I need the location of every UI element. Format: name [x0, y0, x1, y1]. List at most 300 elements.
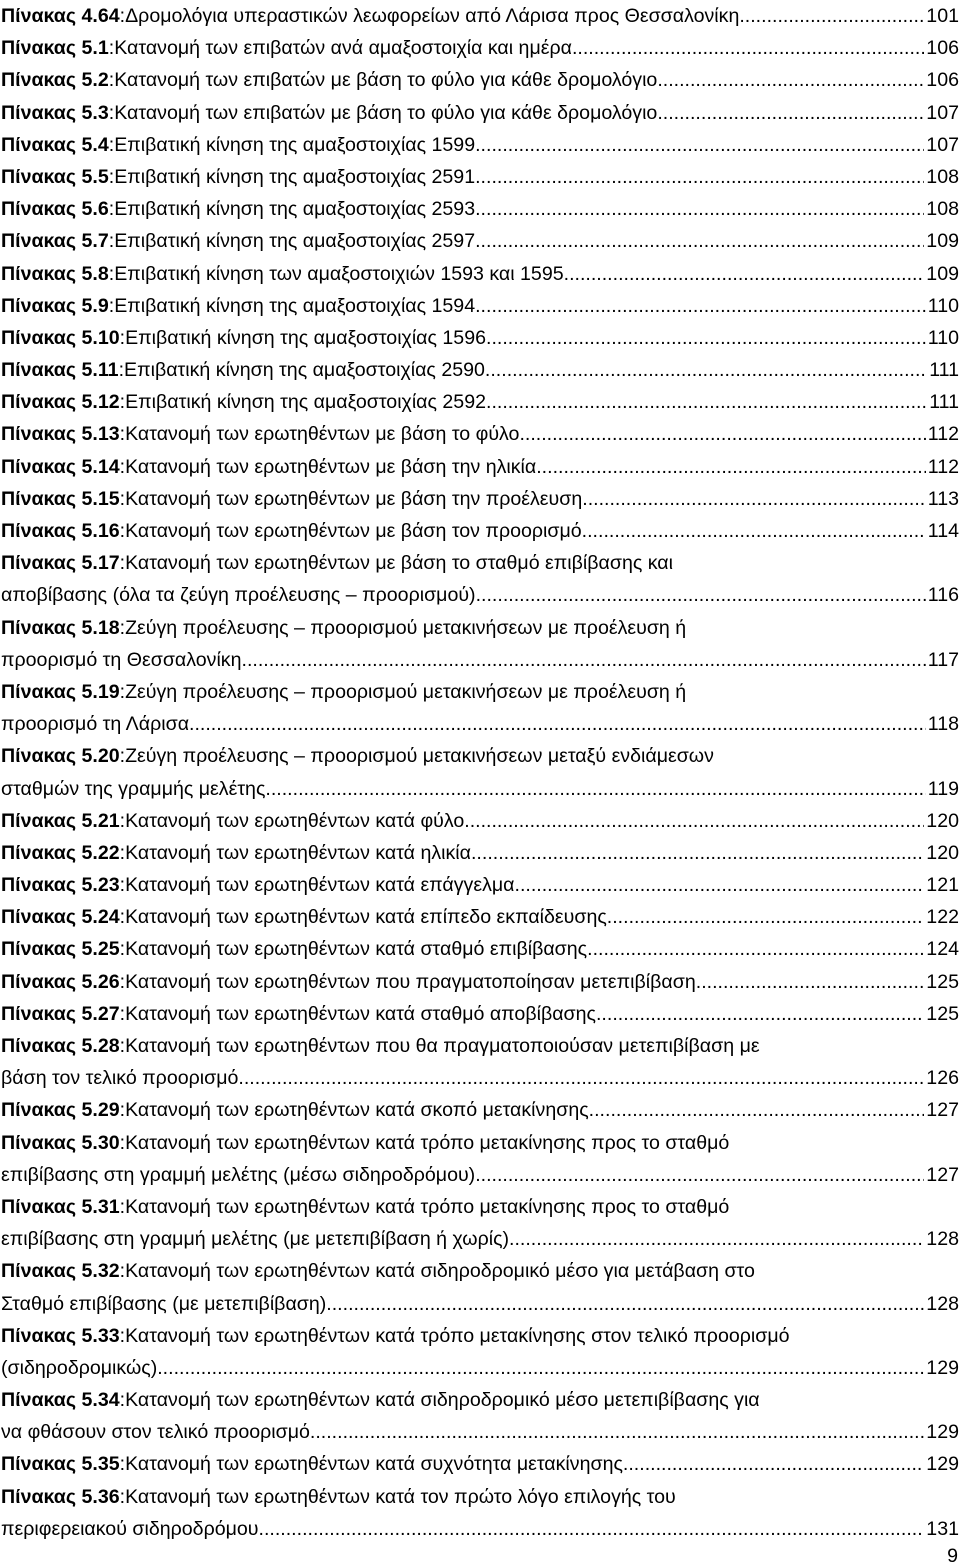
- entry-title-continuation: Σταθμό επιβίβασης (με μετεπιβίβαση): [1, 1292, 327, 1315]
- dot-leader: [464, 805, 924, 837]
- toc-entry[interactable]: [1, 129, 959, 161]
- toc-entry[interactable]: [1, 1191, 959, 1255]
- toc-entry-line: [1, 1448, 959, 1480]
- entry-label: Πίνακας 5.: [1, 423, 98, 446]
- entry-title: :Επιβατική κίνηση των αμαξοστοιχιών 1593 και 1595: [108, 262, 564, 285]
- dot-leader: [657, 64, 924, 96]
- entry-title: :Κατανομή των επιβατών με βάση το φύλο για κάθε δρομολόγιο: [108, 101, 658, 124]
- entry-title-wrap: [120, 0, 925, 32]
- toc-entry[interactable]: [1, 290, 959, 322]
- dot-leader: [623, 1448, 924, 1480]
- toc-entry-line: [1, 837, 959, 869]
- entry-page: 125: [926, 1002, 959, 1025]
- entry-number: 21: [97, 809, 120, 832]
- entry-number: 9: [97, 294, 109, 317]
- entry-title-wrap: [120, 901, 925, 933]
- entry-label: Πίνακας 5.: [1, 1131, 98, 1154]
- toc-entry[interactable]: [1, 1481, 959, 1545]
- toc-entry-line: [1, 258, 959, 290]
- toc-entry-line: [1, 1030, 959, 1062]
- toc-entry-continuation: [1, 708, 959, 740]
- entry-title-continuation: περιφερειακού σιδηροδρόμου: [1, 1517, 259, 1540]
- toc-entry-continuation: [1, 1416, 959, 1448]
- entry-label: Πίνακας 5.: [1, 101, 98, 124]
- entry-label: Πίνακας 5.: [1, 1389, 98, 1412]
- toc-entry-line: [1, 97, 959, 129]
- dot-leader: [189, 708, 926, 740]
- entry-title-wrap: [120, 322, 926, 354]
- dot-leader: [485, 354, 927, 386]
- entry-title-wrap: [120, 837, 925, 869]
- entry-title-wrap: [120, 1448, 925, 1480]
- entry-page: 118: [927, 713, 959, 736]
- entry-page: 112: [927, 455, 959, 478]
- toc-entry-line: [1, 547, 959, 579]
- entry-label: Πίνακας 5.: [1, 487, 98, 510]
- toc-entry-line: [1, 1094, 959, 1126]
- toc-entry[interactable]: [1, 1448, 959, 1480]
- entry-label: Πίνακας 5.: [1, 841, 98, 864]
- entry-page: 121: [926, 874, 959, 897]
- toc-entry-line: [1, 1384, 959, 1416]
- entry-title-wrap: [109, 225, 925, 257]
- entry-number: 32: [97, 1260, 120, 1283]
- entry-title: :Κατανομή των ερωτηθέντων κατά τρόπο μετακίνησης στον τελικό προορισμό: [119, 1324, 790, 1347]
- toc-entry[interactable]: [1, 386, 959, 418]
- entry-title: :Κατανομή των ερωτηθέντων με βάση την ηλικία: [119, 455, 537, 478]
- entry-title-continuation: βάση τον τελικό προορισμό: [1, 1067, 239, 1090]
- toc-entry[interactable]: [1, 933, 959, 965]
- toc-entry[interactable]: [1, 483, 959, 515]
- entry-label: Πίνακας 5.: [1, 1035, 98, 1057]
- entry-number: 17: [97, 552, 120, 575]
- toc-entry[interactable]: [1, 258, 959, 290]
- toc-entry-continuation: [1, 1062, 959, 1094]
- entry-title-continuation: σταθμών της γραμμής μελέτης: [1, 777, 266, 800]
- entry-page: 111: [929, 359, 959, 382]
- entry-title: :Κατανομή των ερωτηθέντων κατά σιδηροδρομικό μέσο μετεπιβίβασης για: [119, 1389, 760, 1412]
- dot-leader: [589, 1094, 925, 1126]
- entry-number: 28: [97, 1035, 120, 1057]
- toc-entry[interactable]: [1, 97, 959, 129]
- entry-title: :Κατανομή των ερωτηθέντων κατά συχνότητα μετακίνησης: [119, 1453, 623, 1476]
- toc-entry[interactable]: [1, 322, 959, 354]
- dot-leader: [471, 837, 924, 869]
- dot-leader: [326, 1288, 924, 1320]
- entry-title: :Κατανομή των ερωτηθέντων με βάση τον προορισμό: [119, 520, 582, 542]
- entry-page: 120: [926, 841, 959, 864]
- entry-title-wrap: [109, 129, 925, 161]
- entry-page: 124: [926, 938, 959, 961]
- entry-number: 34: [97, 1389, 120, 1412]
- dot-leader: [607, 901, 925, 933]
- toc-entry[interactable]: [1, 515, 959, 547]
- entry-title: :Κατανομή των επιβατών ανά αμαξοστοιχία και ημέρα: [108, 37, 572, 60]
- entry-number: 13: [97, 423, 120, 446]
- entry-page: 109: [926, 262, 959, 285]
- entry-label: Πίνακας 5.: [1, 1002, 98, 1025]
- entry-number: 3: [97, 101, 109, 124]
- entry-title-continuation: (σιδηροδρομικώς): [1, 1356, 158, 1379]
- entry-title: :Ζεύγη προέλευσης – προορισμού μετακινήσεων με προέλευση ή: [119, 616, 687, 639]
- dot-leader: [572, 32, 924, 64]
- entry-title-wrap: [109, 97, 925, 129]
- toc-entry-line: [1, 161, 959, 193]
- entry-title-wrap: [120, 933, 925, 965]
- entry-number: 31: [97, 1195, 120, 1218]
- toc-entry-line: [1, 933, 959, 965]
- entry-title: :Επιβατική κίνηση της αμαξοστοιχίας 2597: [108, 230, 476, 253]
- toc-entry[interactable]: [1, 805, 959, 837]
- toc-entry-line: [1, 290, 959, 322]
- entry-title-wrap: [120, 869, 925, 901]
- entry-title-wrap: [1, 1062, 924, 1094]
- entry-page: 108: [926, 198, 959, 221]
- toc-entry-line: [1, 1191, 959, 1223]
- entry-label: Πίνακας 5.: [1, 809, 98, 832]
- toc-entry-continuation: [1, 1159, 959, 1191]
- entry-number: 15: [97, 487, 120, 510]
- entry-title-wrap: [109, 290, 926, 322]
- entry-page: 127: [926, 1099, 959, 1122]
- dot-leader: [739, 0, 924, 32]
- entry-title: :Κατανομή των ερωτηθέντων κατά τον πρώτο λόγο επιλογής του: [119, 1485, 676, 1508]
- entry-title-wrap: [120, 418, 926, 450]
- entry-label: Πίνακας 5.: [1, 455, 98, 478]
- entry-title-continuation: προορισμό τη Λάρισα: [1, 713, 190, 736]
- dot-leader: [238, 1062, 924, 1094]
- entry-page: 116: [927, 584, 959, 607]
- toc-entry[interactable]: [1, 676, 959, 740]
- toc-entry[interactable]: [1, 1320, 959, 1384]
- dot-leader: [696, 966, 925, 998]
- toc-entry-line: [1, 515, 959, 547]
- entry-number: 35: [97, 1453, 120, 1476]
- entry-number: 23: [97, 874, 120, 897]
- entry-label: Πίνακας 5.: [1, 520, 98, 542]
- dot-leader: [475, 1159, 924, 1191]
- toc-entry[interactable]: [1, 1094, 959, 1126]
- entry-page: 117: [927, 648, 959, 671]
- entry-page: 119: [927, 777, 959, 800]
- entry-label: Πίνακας 5.: [1, 745, 98, 768]
- entry-label: Πίνακας 5.: [1, 1260, 98, 1283]
- dot-leader: [587, 933, 924, 965]
- toc-entry[interactable]: [1, 418, 959, 450]
- entry-title-wrap: [119, 354, 928, 386]
- entry-label: Πίνακας 5.: [1, 1485, 98, 1508]
- entry-title-wrap: [120, 483, 926, 515]
- entry-title-wrap: [1, 1513, 924, 1545]
- entry-title: :Κατανομή των ερωτηθέντων κατά επάγγελμα: [119, 874, 515, 897]
- toc-entry-continuation: [1, 1352, 959, 1384]
- toc-entry-line: [1, 483, 959, 515]
- entry-number: 64: [97, 5, 120, 27]
- entry-title: :Κατανομή των επιβατών με βάση το φύλο για κάθε δρομολόγιο: [108, 69, 658, 92]
- entry-label: Πίνακας 5.: [1, 230, 98, 253]
- entry-title-wrap: [120, 998, 925, 1030]
- entry-page: 129: [926, 1356, 959, 1379]
- entry-page: 106: [926, 37, 959, 60]
- dot-leader: [242, 644, 926, 676]
- entry-title: :Κατανομή των ερωτηθέντων που πραγματοποίησαν μετεπιβίβαση: [119, 970, 696, 993]
- entry-label: Πίνακας 5.: [1, 294, 98, 317]
- entry-number: 7: [97, 230, 109, 253]
- dot-leader: [486, 322, 926, 354]
- toc-entry-continuation: [1, 773, 959, 805]
- entry-label: Πίνακας 5.: [1, 1099, 98, 1122]
- entry-label: Πίνακας 5.: [1, 874, 98, 897]
- entry-title: :Δρομολόγια υπεραστικών λεωφορείων από Λάρισα προς Θεσσαλονίκη: [119, 5, 740, 27]
- dot-leader: [582, 483, 926, 515]
- dot-leader: [657, 97, 924, 129]
- entry-page: 101: [926, 5, 959, 27]
- toc-entry-line: [1, 354, 959, 386]
- entry-label: Πίνακας 5.: [1, 262, 98, 285]
- entry-title: :Κατανομή των ερωτηθέντων κατά σκοπό μετακίνησης: [119, 1099, 589, 1122]
- entry-number: 12: [97, 391, 120, 414]
- entry-label: Πίνακας 5.: [1, 1195, 98, 1218]
- toc-entry-line: [1, 32, 959, 64]
- entry-title-continuation: αποβίβασης (όλα τα ζεύγη προέλευσης – προορισμού): [1, 584, 476, 607]
- toc-entry-line: [1, 676, 959, 708]
- dot-leader: [310, 1416, 924, 1448]
- toc-entry[interactable]: [1, 612, 959, 676]
- entry-title-wrap: [1, 579, 926, 611]
- dot-leader: [475, 161, 924, 193]
- dot-leader: [476, 579, 926, 611]
- entry-number: 6: [97, 198, 109, 221]
- entry-label: Πίνακας 5.: [1, 938, 98, 961]
- entry-label: Πίνακας 5.: [1, 391, 98, 414]
- entry-label: Πίνακας 5.: [1, 326, 98, 349]
- entry-number: 24: [97, 906, 120, 929]
- entry-title: :Κατανομή των ερωτηθέντων που θα πραγματοποιούσαν μετεπιβίβαση με: [119, 1035, 760, 1057]
- toc-entry[interactable]: [1, 161, 959, 193]
- toc-entry[interactable]: [1, 193, 959, 225]
- entry-title: :Κατανομή των ερωτηθέντων με βάση την προέλευση: [119, 487, 583, 510]
- toc-entry-line: [1, 451, 959, 483]
- dot-leader: [509, 1223, 924, 1255]
- entry-title-wrap: [109, 161, 925, 193]
- entry-page: 129: [926, 1453, 959, 1476]
- toc-entry-continuation: [1, 1288, 959, 1320]
- entry-label: Πίνακας 5.: [1, 680, 98, 703]
- toc-entry-continuation: [1, 1223, 959, 1255]
- entry-title-wrap: [109, 32, 925, 64]
- entry-title-wrap: [1, 1352, 924, 1384]
- entry-page: 111: [929, 391, 959, 414]
- toc-entry[interactable]: [1, 451, 959, 483]
- entry-page: 131: [926, 1517, 959, 1540]
- entry-number: 30: [97, 1131, 120, 1154]
- dot-leader: [157, 1352, 924, 1384]
- toc-entry-line: [1, 1481, 959, 1513]
- entry-title-wrap: [1, 1416, 924, 1448]
- entry-number: 16: [97, 520, 120, 542]
- entry-title: :Επιβατική κίνηση της αμαξοστοιχίας 1599: [108, 133, 476, 156]
- toc-entry[interactable]: [1, 64, 959, 96]
- entry-label: Πίνακας 5.: [1, 359, 98, 382]
- entry-label: Πίνακας 5.: [1, 616, 98, 639]
- toc-entry-line: [1, 740, 959, 772]
- entry-title: :Κατανομή των ερωτηθέντων κατά φύλο: [119, 809, 465, 832]
- entry-title-wrap: [120, 805, 925, 837]
- entry-page: 113: [927, 487, 959, 510]
- entry-title: :Ζεύγη προέλευσης – προορισμού μετακινήσεων μεταξύ ενδιάμεσων: [119, 745, 714, 768]
- entry-page: 114: [927, 520, 959, 542]
- entry-title: :Κατανομή των ερωτηθέντων κατά επίπεδο εκπαίδευσης: [119, 906, 607, 929]
- toc-entry-line: [1, 998, 959, 1030]
- toc-entry[interactable]: [1, 740, 959, 804]
- toc-entry-continuation: [1, 644, 959, 676]
- entry-page: 108: [926, 165, 959, 188]
- entry-title-wrap: [120, 451, 926, 483]
- dot-leader: [536, 451, 926, 483]
- toc-entry-line: [1, 1127, 959, 1159]
- entry-number: 8: [97, 262, 109, 285]
- entry-page: 110: [927, 294, 959, 317]
- toc-entry[interactable]: [1, 354, 959, 386]
- entry-number: 29: [97, 1099, 120, 1122]
- toc-entry-line: [1, 901, 959, 933]
- entry-number: 27: [97, 1002, 120, 1025]
- entry-label: Πίνακας 5.: [1, 133, 98, 156]
- entry-number: 5: [97, 165, 109, 188]
- entry-title-wrap: [120, 386, 928, 418]
- entry-page: 129: [926, 1421, 959, 1444]
- toc-entry[interactable]: [1, 1030, 959, 1094]
- dot-leader: [564, 258, 925, 290]
- toc-entry[interactable]: [1, 966, 959, 998]
- dot-leader: [475, 193, 924, 225]
- entry-title-wrap: [1, 1288, 924, 1320]
- dot-leader: [515, 869, 925, 901]
- entry-title: :Επιβατική κίνηση της αμαξοστοιχίας 1596: [119, 326, 486, 349]
- entry-number: 26: [97, 970, 120, 993]
- toc-entry[interactable]: [1, 1255, 959, 1319]
- entry-number: 19: [97, 680, 120, 703]
- entry-label: Πίνακας 5.: [1, 1453, 98, 1476]
- toc-entry-line: [1, 193, 959, 225]
- page-number: 9: [947, 1545, 958, 1567]
- dot-leader: [596, 998, 924, 1030]
- toc-entry-line: [1, 225, 959, 257]
- entry-title-wrap: [120, 966, 925, 998]
- entry-page: 106: [926, 69, 959, 92]
- entry-page: 107: [926, 133, 959, 156]
- entry-label: Πίνακας 5.: [1, 165, 98, 188]
- entry-number: 14: [97, 455, 120, 478]
- entry-label: Πίνακας 5.: [1, 970, 98, 993]
- entry-title-continuation: προορισμό τη Θεσσαλονίκη: [1, 648, 242, 671]
- entry-number: 11: [97, 359, 119, 382]
- dot-leader: [259, 1513, 925, 1545]
- dot-leader: [475, 129, 924, 161]
- toc-entry-line: [1, 322, 959, 354]
- entry-title-wrap: [1, 1223, 924, 1255]
- entry-title-wrap: [120, 515, 926, 547]
- dot-leader: [519, 418, 925, 450]
- entry-title-continuation: να φθάσουν στον τελικό προορισμό: [1, 1421, 310, 1444]
- table-of-tables: [1, 0, 959, 1545]
- entry-page: 110: [927, 326, 959, 349]
- entry-title: :Επιβατική κίνηση της αμαξοστοιχίας 1594: [108, 294, 476, 317]
- toc-entry[interactable]: [1, 32, 959, 64]
- entry-title: :Κατανομή των ερωτηθέντων με βάση το σταθμό επιβίβασης και: [119, 552, 673, 575]
- entry-title: :Κατανομή των ερωτηθέντων κατά τρόπο μετακίνησης προς το σταθμό: [119, 1195, 730, 1218]
- entry-title-wrap: [109, 258, 925, 290]
- entry-page: 127: [926, 1163, 959, 1186]
- toc-entry[interactable]: [1, 547, 959, 611]
- toc-entry-line: [1, 64, 959, 96]
- entry-number: 2: [97, 69, 109, 92]
- entry-title: :Επιβατική κίνηση της αμαξοστοιχίας 2591: [108, 165, 476, 188]
- toc-entry-line: [1, 966, 959, 998]
- toc-entry-line: [1, 129, 959, 161]
- entry-page: 107: [926, 101, 959, 124]
- entry-title: :Επιβατική κίνηση της αμαξοστοιχίας 2592: [119, 391, 486, 414]
- toc-entry[interactable]: [1, 869, 959, 901]
- entry-title: :Κατανομή των ερωτηθέντων κατά σταθμό επιβίβασης: [119, 938, 588, 961]
- entry-page: 126: [926, 1067, 959, 1090]
- toc-entry-line: [1, 869, 959, 901]
- entry-title-wrap: [1, 773, 926, 805]
- entry-title: :Επιβατική κίνηση της αμαξοστοιχίας 2590: [118, 359, 485, 382]
- toc-entry[interactable]: [1, 225, 959, 257]
- entry-title: :Επιβατική κίνηση της αμαξοστοιχίας 2593: [108, 198, 476, 221]
- toc-entry-line: [1, 1255, 959, 1287]
- toc-entry-line: [1, 0, 959, 32]
- entry-title-wrap: [1, 1159, 924, 1191]
- entry-title-continuation: επιβίβασης στη γραμμή μελέτης (με μετεπιβίβαση ή χωρίς): [1, 1228, 510, 1251]
- entry-number: 18: [97, 616, 120, 639]
- entry-title: :Κατανομή των ερωτηθέντων κατά σταθμό αποβίβασης: [119, 1002, 596, 1025]
- entry-title: :Κατανομή των ερωτηθέντων κατά τρόπο μετακίνησης προς το σταθμό: [119, 1131, 730, 1154]
- toc-entry[interactable]: [1, 901, 959, 933]
- entry-title: :Ζεύγη προέλευσης – προορισμού μετακινήσεων με προέλευση ή: [119, 680, 687, 703]
- toc-entry[interactable]: [1, 998, 959, 1030]
- entry-number: 20: [97, 745, 120, 768]
- entry-number: 33: [97, 1324, 120, 1347]
- dot-leader: [475, 290, 926, 322]
- entry-number: 36: [97, 1485, 120, 1508]
- toc-entry[interactable]: [1, 837, 959, 869]
- entry-page: 122: [926, 906, 959, 929]
- toc-entry[interactable]: [1, 0, 959, 32]
- entry-label: Πίνακας 5.: [1, 198, 98, 221]
- entry-number: 22: [97, 841, 120, 864]
- entry-label: Πίνακας 5.: [1, 69, 98, 92]
- dot-leader: [475, 225, 924, 257]
- entry-label: Πίνακας 4.: [1, 5, 98, 27]
- entry-title: :Κατανομή των ερωτηθέντων κατά σιδηροδρομικό μέσο για μετάβαση στο: [119, 1260, 755, 1283]
- entry-page: 120: [926, 809, 959, 832]
- entry-page: 128: [926, 1228, 959, 1251]
- entry-title-wrap: [1, 644, 926, 676]
- entry-page: 125: [926, 970, 959, 993]
- entry-title: :Κατανομή των ερωτηθέντων με βάση το φύλο: [119, 423, 520, 446]
- toc-entry-line: [1, 418, 959, 450]
- toc-entry-line: [1, 612, 959, 644]
- entry-label: Πίνακας 5.: [1, 1324, 98, 1347]
- toc-entry-line: [1, 386, 959, 418]
- toc-entry[interactable]: [1, 1384, 959, 1448]
- entry-label: Πίνακας 5.: [1, 906, 98, 929]
- entry-page: 128: [926, 1292, 959, 1315]
- entry-label: Πίνακας 5.: [1, 552, 98, 575]
- toc-entry[interactable]: [1, 1127, 959, 1191]
